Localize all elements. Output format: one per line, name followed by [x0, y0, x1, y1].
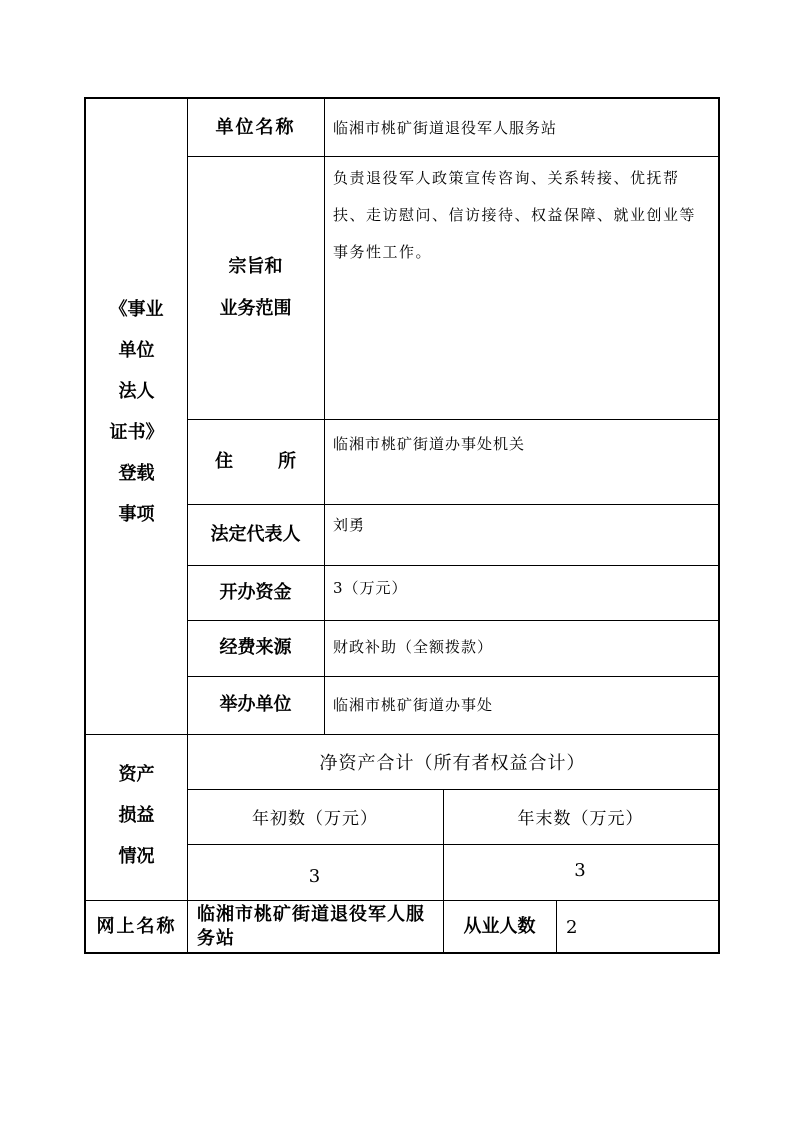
address-label-char: 住: [215, 450, 233, 472]
address-label-char: 所: [278, 450, 296, 472]
purpose-label-line: 宗旨和: [228, 255, 283, 277]
unit-name-label: 单位名称: [215, 116, 296, 138]
funding-value: 财政补助（全额拨款）: [333, 638, 494, 656]
capital-label: 开办资金: [219, 581, 292, 603]
sponsor-value: 临湘市桃矿街道办事处: [333, 696, 494, 714]
capital-value: 3（万元）: [333, 579, 408, 597]
assets-label-line: 情况: [118, 846, 155, 867]
net-assets-header: 净资产合计（所有者权益合计）: [319, 752, 586, 774]
end-of-year-label: 年末数（万元）: [517, 809, 644, 829]
purpose-label: [187, 156, 324, 419]
end-of-year-value: 3: [574, 859, 587, 881]
address-label: [187, 419, 324, 504]
section-label-line: 登载: [118, 463, 155, 484]
start-of-year-label: 年初数（万元）: [252, 809, 378, 829]
registration-table: [84, 97, 720, 954]
address-value: 临湘市桃矿街道办事处机关: [333, 435, 526, 453]
assets-label-line: 资产: [118, 764, 155, 785]
purpose-value: 负责退役军人政策宣传咨询、关系转接、优抚帮扶、走访慰问、信访接待、权益保障、就业创业等事务性工作。: [333, 169, 697, 261]
unit-name-value: 临湘市桃矿街道退役军人服务站: [333, 119, 558, 137]
section-label-line: 单位: [118, 340, 155, 361]
sponsor-label: 举办单位: [219, 694, 292, 716]
assets-section-label: [86, 754, 187, 877]
assets-label-line: 损益: [118, 805, 155, 826]
funding-label: 经费来源: [219, 637, 292, 659]
online-name-label: 网上名称: [96, 916, 177, 938]
employees-label: 从业人数: [463, 916, 536, 938]
purpose-label-line: 业务范围: [219, 297, 292, 319]
start-of-year-value: 3: [308, 865, 322, 887]
section-label-line: 事项: [118, 504, 155, 525]
section-label-line: 证书》: [109, 422, 164, 443]
employees-value: 2: [566, 916, 578, 938]
section-label-line: 法人: [118, 381, 155, 402]
legal-rep-label: 法定代表人: [210, 523, 301, 545]
section-label-line: 《事业: [109, 299, 164, 320]
registration-section-label: [86, 289, 187, 535]
online-name-value: 临湘市桃矿街道退役军人服务站: [197, 904, 425, 949]
legal-rep-value: 刘勇: [333, 516, 366, 534]
